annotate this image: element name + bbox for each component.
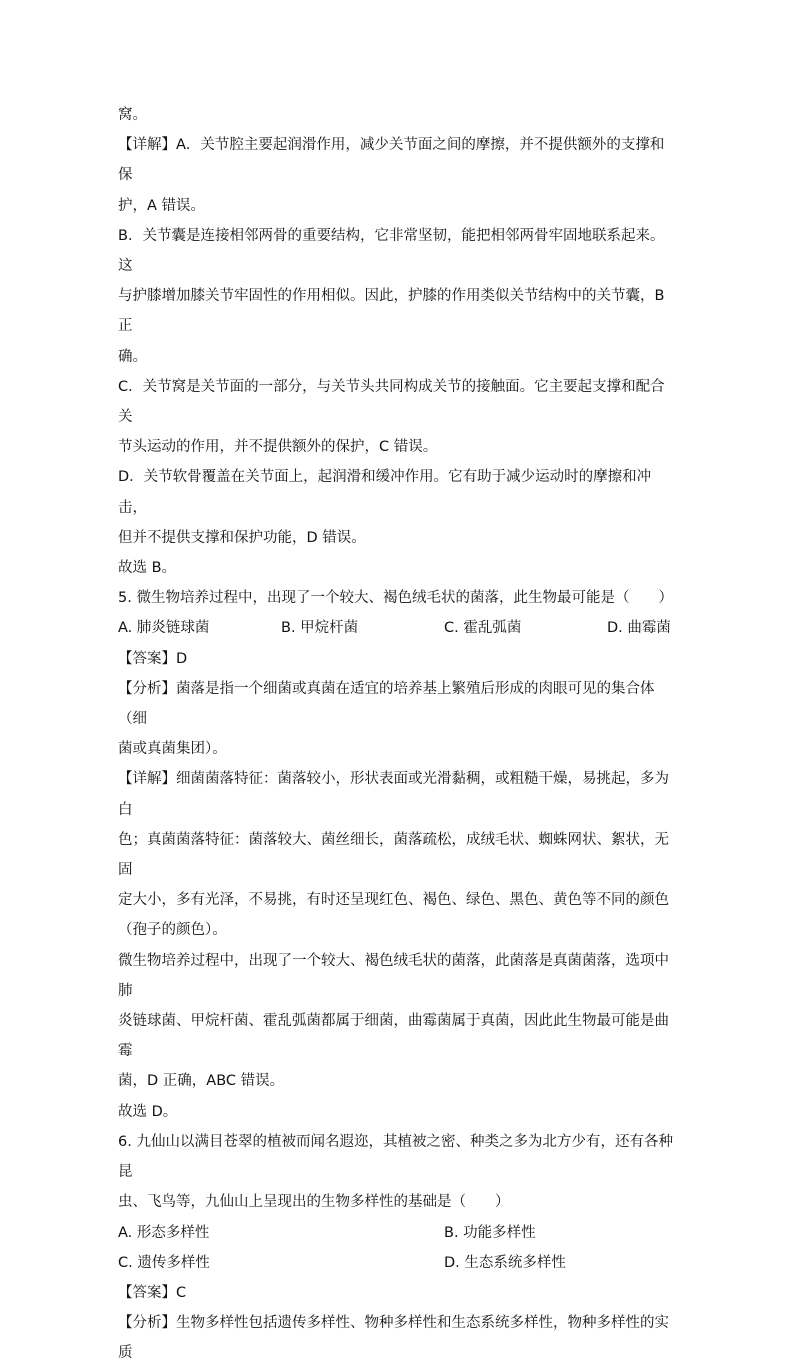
q6-option-d: D. 生态系统多样性	[444, 1254, 566, 1271]
q6-option-b: B. 功能多样性	[444, 1224, 536, 1241]
text-line: 故选 B。	[118, 560, 177, 577]
question-6: 6. 九仙山以满目苍翠的植被而闻名遐迩，其植被之密、种类之多为北方少有，还有各种昆	[118, 1133, 673, 1181]
question-5: 5. 微生物培养过程中，出现了一个较大、褐色绒毛状的菌落，此生物最可能是（ ）	[118, 590, 673, 607]
text-line: 色；真菌菌落特征：菌落较大、菌丝细长，菌落疏松，成绒毛状、蜘蛛网状、絮状，无固	[118, 831, 669, 879]
text-line: 【分析】菌落是指一个细菌或真菌在适宜的培养基上繁殖后形成的肉眼可见的集合体（细	[118, 680, 655, 728]
text-line: 菌，D 正确，ABC 错误。	[118, 1073, 285, 1090]
text-line: 【详解】细菌菌落特征：菌落较小，形状表面或光滑黏稠，或粗糙干燥，易挑起，多为白	[118, 771, 669, 818]
text-line: 虫、飞鸟等，九仙山上呈现出的生物多样性的基础是（ ）	[118, 1194, 510, 1211]
text-line: 节头运动的作用，并不提供额外的保护，C 错误。	[118, 439, 438, 456]
q6-option-a: A. 形态多样性	[118, 1224, 210, 1241]
text-line: 【详解】A．关节腔主要起润滑作用，减少关节面之间的摩擦，并不提供额外的支撑和保	[118, 137, 665, 184]
q6-options-row-2	[118, 1248, 678, 1278]
text-line: （孢子的颜色）。	[118, 922, 227, 939]
document-body	[118, 100, 678, 1368]
q6-option-c: C. 遗传多样性	[118, 1254, 210, 1271]
text-line: 炎链球菌、甲烷杆菌、霍乱弧菌都属于细菌，曲霉菌属于真菌，因此此生物最可能是曲霉	[118, 1013, 669, 1060]
text-line: D．关节软骨覆盖在关节面上，起润滑和缓冲作用。它有助于减少运动时的摩擦和冲击，	[118, 469, 652, 516]
text-line: 菌或真菌集团）。	[118, 741, 227, 758]
text-line: 但并不提供支撑和保护功能，D 错误。	[118, 529, 366, 546]
q5-option-b: B. 甲烷杆菌	[281, 620, 359, 637]
text-line: 故选 D。	[118, 1103, 178, 1120]
text-line: 确。	[118, 348, 147, 365]
q6-options-row-1	[118, 1218, 678, 1248]
text-line: 护，A 错误。	[118, 197, 206, 214]
answer-line: 【答案】D	[118, 650, 188, 667]
text-line: 窝。	[118, 107, 147, 123]
q5-option-a: A. 肺炎链球菌	[118, 620, 210, 637]
text-line: C．关节窝是关节面的一部分，与关节头共同构成关节的接触面。它主要起支撑和配合关	[118, 378, 665, 426]
answer-line: 【答案】C	[118, 1284, 187, 1301]
text-line: 微生物培养过程中，出现了一个较大、褐色绒毛状的菌落，此菌落是真菌菌落，选项中肺	[118, 952, 669, 999]
text-line: 与护膝增加膝关节牢固性的作用相似。因此，护膝的作用类似关节结构中的关节囊，B 正	[118, 288, 670, 335]
text-line: 【分析】生物多样性包括遗传多样性、物种多样性和生态系统多样性，物种多样性的实质	[118, 1315, 669, 1362]
text-line: 定大小，多有光泽，不易挑，有时还呈现红色、褐色、绿色、黑色、黄色等不同的颜色	[118, 892, 669, 909]
text-line: B．关节囊是连接相邻两骨的重要结构，它非常坚韧，能把相邻两骨牢固地联系起来。这	[118, 227, 665, 275]
q5-option-c: C. 霍乱弧菌	[444, 620, 522, 637]
q5-option-d: D. 曲霉菌	[607, 620, 671, 637]
q5-options	[118, 613, 678, 643]
